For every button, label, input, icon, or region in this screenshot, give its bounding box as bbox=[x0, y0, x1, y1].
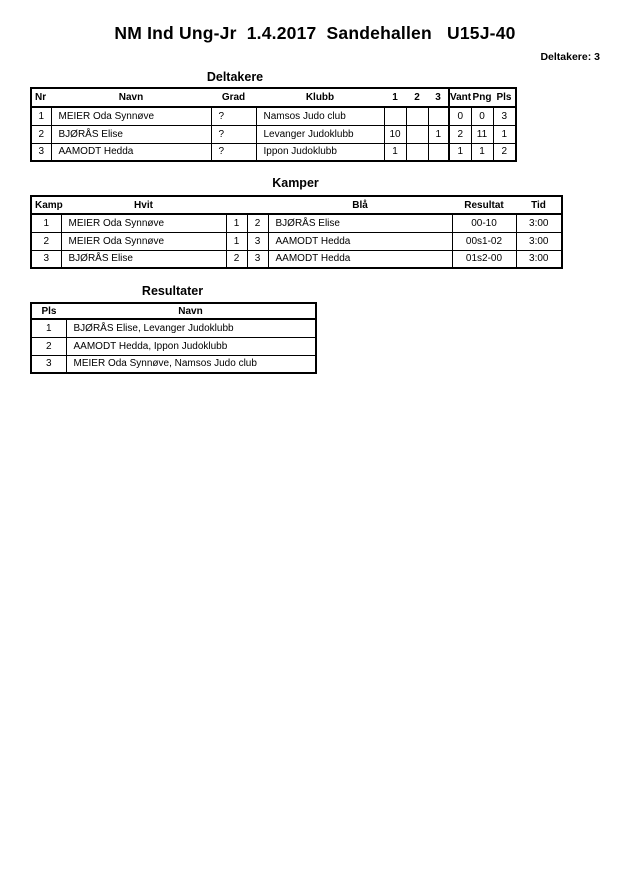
table-cell: 3 bbox=[31, 143, 51, 161]
table-cell: 1 bbox=[31, 319, 66, 337]
table-row bbox=[31, 250, 562, 268]
table-header-row bbox=[31, 88, 516, 107]
table-cell: AAMODT Hedda bbox=[268, 232, 452, 250]
table-cell: 00-10 bbox=[452, 214, 516, 232]
column-header: 1 bbox=[384, 88, 406, 107]
column-header: Resultat bbox=[452, 196, 516, 214]
table-cell: Ippon Judoklubb bbox=[256, 143, 384, 161]
table-cell: 1 bbox=[31, 107, 51, 125]
results-table bbox=[30, 302, 317, 374]
table-cell bbox=[428, 143, 449, 161]
column-header: Vant bbox=[449, 88, 471, 107]
table-cell: 3:00 bbox=[516, 250, 562, 268]
table-cell: Namsos Judo club bbox=[256, 107, 384, 125]
table-row bbox=[31, 214, 562, 232]
table-cell: 3 bbox=[247, 232, 268, 250]
table-cell: MEIER Oda Synnøve, Namsos Judo club bbox=[66, 355, 316, 373]
table-cell: 2 bbox=[449, 125, 471, 143]
table-cell: MEIER Oda Synnøve bbox=[61, 214, 226, 232]
table-cell: AAMODT Hedda, Ippon Judoklubb bbox=[66, 337, 316, 355]
table-cell: 3 bbox=[247, 250, 268, 268]
table-cell: 10 bbox=[384, 125, 406, 143]
section-heading-participants: Deltakere bbox=[206, 70, 264, 84]
table-row bbox=[31, 125, 516, 143]
column-header bbox=[226, 196, 247, 214]
column-header: 2 bbox=[406, 88, 428, 107]
table-cell: 1 bbox=[449, 143, 471, 161]
table-cell: 1 bbox=[31, 214, 61, 232]
column-header: Pls bbox=[493, 88, 516, 107]
table-cell: 11 bbox=[471, 125, 493, 143]
table-cell: AAMODT Hedda bbox=[268, 250, 452, 268]
table-cell bbox=[384, 107, 406, 125]
table-header-row bbox=[31, 303, 316, 319]
column-header: Kamp bbox=[31, 196, 61, 214]
table-cell: BJØRÅS Elise bbox=[51, 125, 211, 143]
column-header: Klubb bbox=[256, 88, 384, 107]
table-cell: 2 bbox=[226, 250, 247, 268]
table-cell: 00s1-02 bbox=[452, 232, 516, 250]
table-cell: 0 bbox=[449, 107, 471, 125]
section-heading-matches: Kamper bbox=[272, 176, 319, 190]
table-cell: MEIER Oda Synnøve bbox=[51, 107, 211, 125]
table-row bbox=[31, 337, 316, 355]
table-cell: ? bbox=[211, 125, 256, 143]
table-cell: 1 bbox=[428, 125, 449, 143]
table-cell bbox=[406, 143, 428, 161]
column-header: Pls bbox=[31, 303, 66, 319]
table-cell: 2 bbox=[31, 337, 66, 355]
column-header: Tid bbox=[516, 196, 562, 214]
column-header: Blå bbox=[268, 196, 452, 214]
table-cell bbox=[406, 107, 428, 125]
table-cell: 2 bbox=[31, 125, 51, 143]
table-cell: 1 bbox=[471, 143, 493, 161]
table-cell: AAMODT Hedda bbox=[51, 143, 211, 161]
table-cell: 3:00 bbox=[516, 232, 562, 250]
table-row bbox=[31, 143, 516, 161]
table-cell: MEIER Oda Synnøve bbox=[61, 232, 226, 250]
matches-table bbox=[30, 195, 563, 269]
table-cell: BJØRÅS Elise bbox=[268, 214, 452, 232]
column-header: Nr bbox=[31, 88, 51, 107]
column-header: Grad bbox=[211, 88, 256, 107]
column-header: Hvit bbox=[61, 196, 226, 214]
table-cell: 1 bbox=[384, 143, 406, 161]
table-cell: 3 bbox=[493, 107, 516, 125]
participants-table bbox=[30, 87, 517, 162]
column-header: Navn bbox=[66, 303, 316, 319]
participant-count: Deltakere: 3 bbox=[540, 51, 600, 63]
table-cell: 2 bbox=[493, 143, 516, 161]
table-cell bbox=[428, 107, 449, 125]
table-cell: 3:00 bbox=[516, 214, 562, 232]
section-heading-results: Resultater bbox=[141, 284, 204, 298]
table-row bbox=[31, 319, 316, 337]
column-header: Png bbox=[471, 88, 493, 107]
table-cell: 1 bbox=[226, 214, 247, 232]
table-row bbox=[31, 107, 516, 125]
table-cell: 01s2-00 bbox=[452, 250, 516, 268]
column-header bbox=[247, 196, 268, 214]
column-header: Navn bbox=[51, 88, 211, 107]
table-cell: Levanger Judoklubb bbox=[256, 125, 384, 143]
table-cell: 1 bbox=[493, 125, 516, 143]
table-cell: 2 bbox=[247, 214, 268, 232]
table-cell: 3 bbox=[31, 355, 66, 373]
table-cell bbox=[406, 125, 428, 143]
table-cell: 0 bbox=[471, 107, 493, 125]
table-cell: ? bbox=[211, 143, 256, 161]
table-cell: ? bbox=[211, 107, 256, 125]
table-cell: BJØRÅS Elise bbox=[61, 250, 226, 268]
table-cell: BJØRÅS Elise, Levanger Judoklubb bbox=[66, 319, 316, 337]
page-title: NM Ind Ung-Jr 1.4.2017 Sandehallen U15J-40 bbox=[114, 23, 516, 43]
table-cell: 3 bbox=[31, 250, 61, 268]
table-header-row bbox=[31, 196, 562, 214]
table-row bbox=[31, 232, 562, 250]
column-header: 3 bbox=[428, 88, 449, 107]
table-cell: 2 bbox=[31, 232, 61, 250]
table-cell: 1 bbox=[226, 232, 247, 250]
table-row bbox=[31, 355, 316, 373]
